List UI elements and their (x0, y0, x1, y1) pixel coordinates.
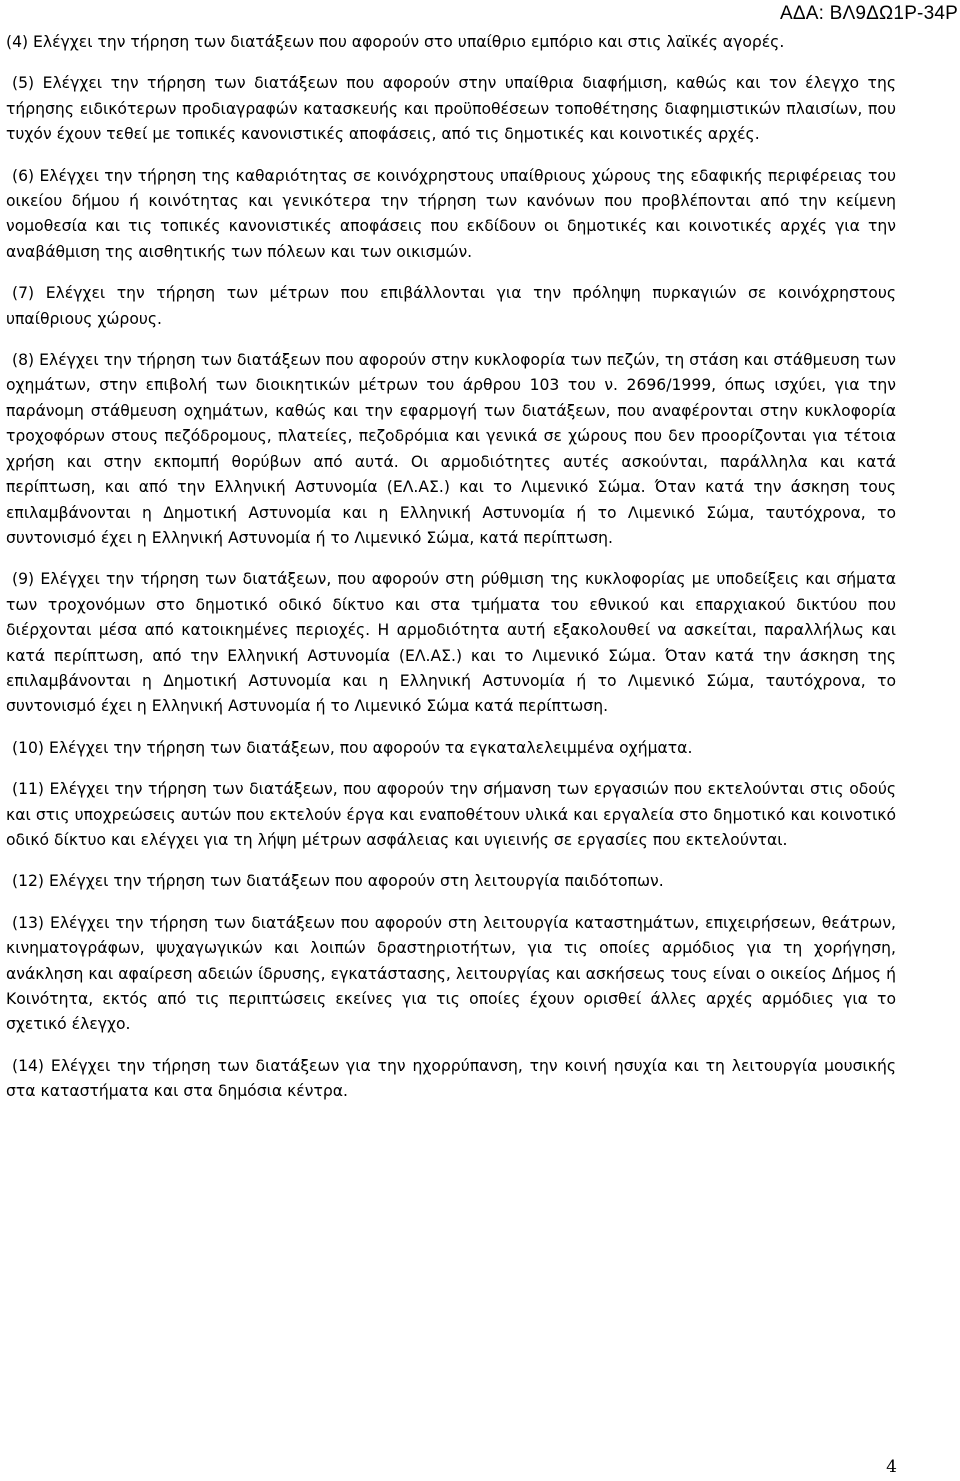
paragraph-6: (6) Ελέγχει την τήρηση της καθαριότητας σε κοινόχρηστους υπαίθριους χώρους της εδαφικής περιφέρειας του οικείου δήμου ή κοινότητας και γενικότερα την τήρηση των κανόνων που προβλέπονται από την κείμενη νομοθεσία και τις τοπικές κανονιστικές αποφάσεις που εκδίδουν οι δημοτικές και κοινοτικές αρχές για την αναβάθμιση της αισθητικής των πόλεων και των οικισμών. (6, 166, 896, 261)
page-number: 4 (886, 1457, 897, 1477)
paragraph-10: (10) Ελέγχει την τήρηση των διατάξεων, που αφορούν τα εγκαταλελειμμένα οχήματα. (12, 738, 693, 757)
paragraph-13: (13) Ελέγχει την τήρηση των διατάξεων που αφορούν στη λειτουργία καταστημάτων, επιχειρήσεων, θεάτρων, κινηματογράφων, ψυχαγωγικών και λοιπών δραστηριοτήτων, για τις οποίες αρμόδιος για τη χορήγηση, ανάκληση και αφαίρεση αδειών ίδρυσης, εγκατάστασης, λειτουργίας και ασκήσεως τους είναι ο οικείος Δήμος ή Κοινότητα, εκτός από τις περιπτώσεις εκείνες για τις οποίες έχουν ορισθεί άλλες αρχές αρμόδιες για το σχετικό έλεγχο. (6, 913, 896, 1034)
ada-code: ΑΔΑ: ΒΛ9ΔΩ1Ρ-34Ρ (780, 3, 958, 24)
paragraph-9: (9) Ελέγχει την τήρηση των διατάξεων, που αφορούν στη ρύθμιση της κυκλοφορίας με υποδείξεις και σήματα των τροχονόμων στο δημοτικό οδικό δίκτυο και στα τμήματα του εθνικού και επαρχιακού δικτύου που διέρχονται μέσα από κατοικημένες περιοχές. Η αρμοδιότητα αυτή εξακολουθεί να ασκείται, παραλλήλως και κατά περίπτωση, από την Ελληνική Αστυνομία (ΕΛ.ΑΣ.) και το Λιμενικό Σώμα. Όταν κατά την άσκηση της επιλαμβάνονται η Δημοτική Αστυνομία και η Ελληνική Αστυνομία ή το Λιμενικό Σώμα, ταυτόχρονα, το συντονισμό έχει η Ελληνική Αστυνομία ή το Λιμενικό Σώμα κατά περίπτωση. (6, 570, 896, 716)
paragraph-14: (14) Ελέγχει την τήρηση των διατάξεων για την ηχορρύπανση, την κοινή ησυχία και τη λειτουργία μουσικής στα καταστήματα και στα δημόσια κέντρα. (6, 1056, 896, 1101)
document-body (6, 30, 896, 1121)
paragraph-4: (4) Ελέγχει την τήρηση των διατάξεων που αφορούν στο υπαίθριο εμπόριο και στις λαϊκές αγορές. (6, 33, 785, 51)
paragraph-7: (7) Ελέγχει την τήρηση των μέτρων που επιβάλλονται για την πρόληψη πυρκαγιών σε κοινόχρηστους υπαίθριους χώρους. (6, 284, 896, 328)
paragraph-8: (8) Ελέγχει την τήρηση των διατάξεων που αφορούν στην κυκλοφορία των πεζών, τη στάση και στάθμευση των οχημάτων, στην επιβολή των διοικητικών μέτρων του άρθρου 103 του ν. 2696/1999, όπως ισχύει, για την παράνομη στάθμευση οχημάτων, καθώς και την εφαρμογή των διατάξεων, που αναφέρονται στην κυκλοφορία τροχοφόρων στους πεζόδρομους, πλατείες, πεζοδρόμια και γενικά σε χώρους που δεν προορίζονται για τέτοια χρήση και στην εκπομπή θορύβων από αυτά. Οι αρμοδιότητες αυτές ασκούνται, παράλληλα και κατά περίπτωση, και από την Ελληνική Αστυνομία (ΕΛ.ΑΣ.) και το Λιμενικό Σώμα. Όταν κατά την άσκηση τους επιλαμβάνονται η Δημοτική Αστυνομία και η Ελληνική Αστυνομία ή το Λιμενικό Σώμα, ταυτόχρονα, το συντονισμό έχει η Ελληνική Αστυνομία ή το Λιμενικό Σώμα, κατά περίπτωση. (6, 351, 896, 547)
paragraph-12: (12) Ελέγχει την τήρηση των διατάξεων που αφορούν στη λειτουργία παιδότοπων. (12, 872, 664, 891)
paragraph-11: (11) Ελέγχει την τήρηση των διατάξεων, που αφορούν την σήμανση των εργασιών που εκτελούνται στις οδούς και στις υποχρεώσεις αυτών που εκτελούν έργα και εναποθέτουν υλικά και εργαλεία στο δημοτικό και κοινοτικό οδικό δίκτυο και ελέγχει για τη λήψη μέτρων ασφάλειας και υγιεινής σε εργασίες που εκτελούνται. (6, 780, 896, 849)
paragraph-5: (5) Ελέγχει την τήρηση των διατάξεων που αφορούν στην υπαίθρια διαφήμιση, καθώς και τον έλεγχο της τήρησης ειδικότερων προδιαγραφών κατασκευής και προϋποθέσεων τοποθέτησης διαφημιστικών πλαισίων, που τυχόν έχουν τεθεί με τοπικές κανονιστικές αποφάσεις, από τις δημοτικές και κοινοτικές αρχές. (6, 74, 896, 144)
